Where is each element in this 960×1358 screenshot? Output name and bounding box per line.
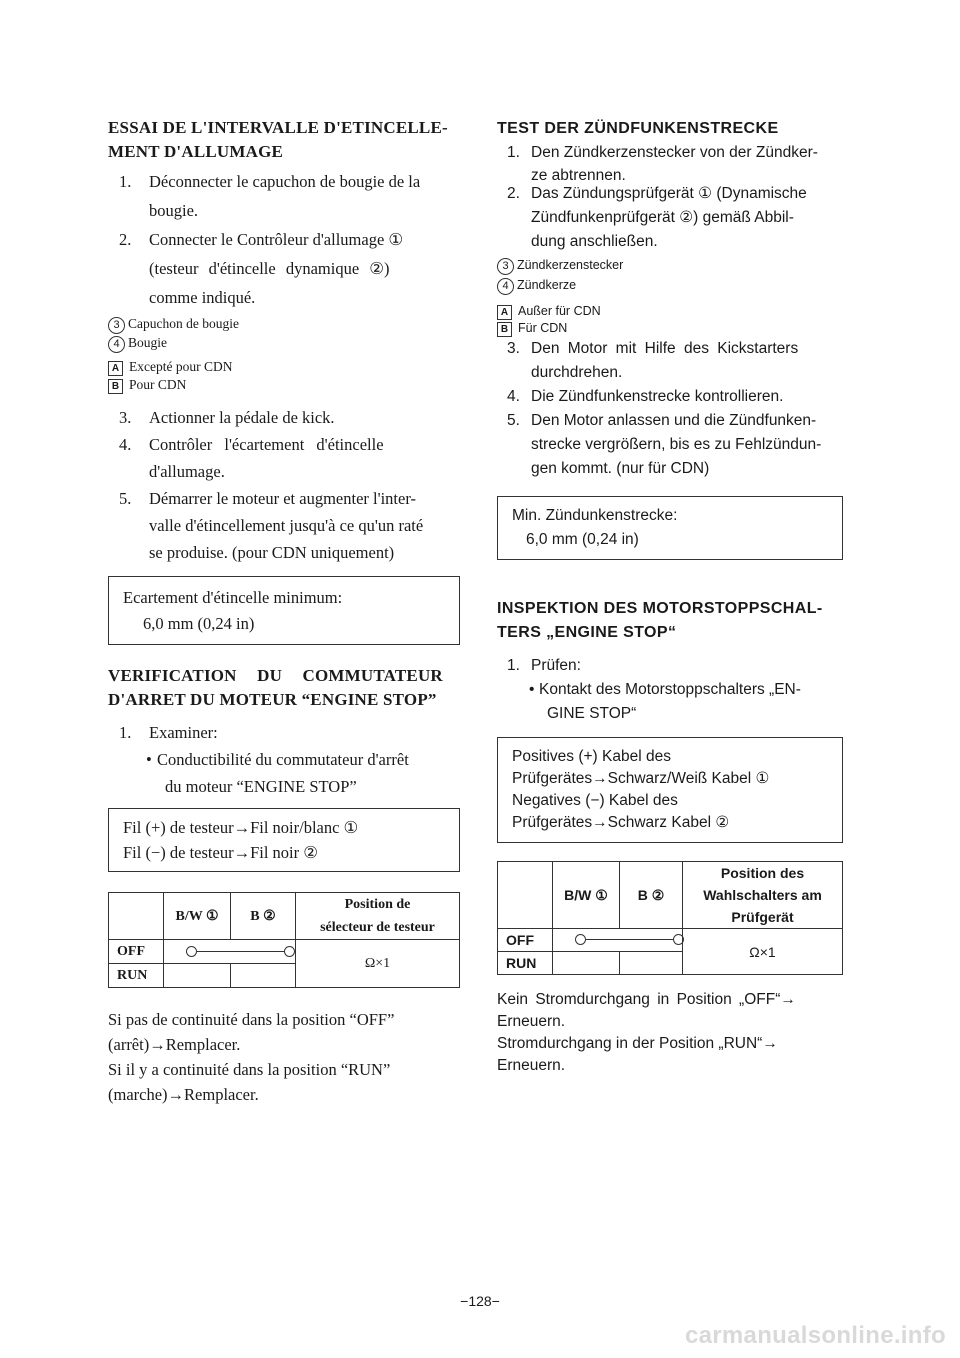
step-number: 2. bbox=[507, 185, 520, 202]
continuity-line bbox=[164, 940, 296, 964]
range-cell: Ω×1 bbox=[296, 940, 460, 988]
step-number: 3. bbox=[119, 408, 132, 427]
legend-item bbox=[497, 303, 843, 320]
wire-text: Fil (+) de testeur→Fil noir/blanc ① bbox=[123, 818, 359, 837]
step-text: Prüfen: bbox=[531, 657, 581, 674]
fr-heading-line-4: D'ARRET DU MOTEUR “ENGINE STOP” bbox=[108, 690, 437, 709]
result-line: Stromdurchgang in der Position „RUN“→ bbox=[497, 1035, 778, 1052]
fr-step bbox=[108, 433, 460, 483]
fr-step bbox=[108, 228, 460, 309]
empty-cell bbox=[553, 952, 620, 975]
de-step bbox=[497, 410, 843, 480]
step-number: 1. bbox=[119, 723, 132, 742]
step-text: d'allumage. bbox=[149, 462, 225, 481]
result-line: Kein Stromdurchgang in Position „OFF“→ bbox=[497, 991, 796, 1008]
label-a-icon: A bbox=[108, 361, 123, 376]
step-text: Den Motor mit Hilfe des Kickstarters bbox=[531, 340, 799, 357]
range-cell: Ω×1 bbox=[683, 929, 843, 975]
wire-text: Fil (−) de testeur→Fil noir ② bbox=[123, 843, 319, 862]
step-number: 3. bbox=[507, 340, 520, 357]
step-text: strecke vergrößern, bis es zu Fehlzündun- bbox=[531, 436, 822, 453]
table-corner bbox=[498, 862, 553, 929]
legend-item bbox=[108, 334, 460, 353]
empty-cell bbox=[164, 964, 231, 988]
step-text: Zündfunkenprüfgerät ②) gemäß Abbil- bbox=[531, 209, 794, 226]
fr-switch-table bbox=[108, 892, 460, 988]
step-text: ze abtrennen. bbox=[531, 167, 626, 184]
result-line: Erneuern. bbox=[497, 1013, 566, 1030]
label-a-icon: A bbox=[497, 305, 512, 320]
de-step bbox=[497, 386, 843, 408]
de-switch-table bbox=[497, 861, 843, 975]
col-header-position bbox=[683, 862, 843, 929]
legend-item bbox=[497, 320, 843, 337]
col-header-bw: B/W ① bbox=[553, 862, 620, 929]
empty-cell bbox=[620, 952, 683, 975]
result-line: Si il y a continuité dans la position “RUN” bbox=[108, 1060, 391, 1079]
step-number: 5. bbox=[507, 412, 520, 429]
fr-step bbox=[108, 406, 460, 429]
legend-text: Zündkerzenstecker bbox=[517, 258, 624, 272]
step-text: gen kommt. (nur für CDN) bbox=[531, 460, 710, 477]
callout-4-icon: 4 bbox=[108, 336, 125, 353]
bullet-icon: • bbox=[529, 681, 535, 698]
step-text: Déconnecter le capuchon de bougie de la bbox=[149, 172, 421, 191]
row-label-run: RUN bbox=[109, 964, 164, 988]
de-spec-box bbox=[497, 496, 843, 560]
step-number: 4. bbox=[507, 388, 520, 405]
step-text: Den Zündkerzenstecker von der Zündker- bbox=[531, 144, 818, 161]
de-steps-1-2 bbox=[497, 142, 843, 253]
de-step bbox=[497, 183, 843, 253]
col-header-line: Prüfgerät bbox=[731, 909, 794, 925]
fr-steps-1-2 bbox=[108, 170, 460, 309]
col-header-b: B ② bbox=[231, 893, 296, 940]
step-text: Examiner: bbox=[149, 723, 218, 742]
de-legend bbox=[497, 257, 843, 337]
spec-label: Ecartement d'étincelle minimum: bbox=[123, 588, 343, 607]
step-number: 1. bbox=[507, 657, 520, 674]
col-header-line: Position de bbox=[344, 897, 411, 912]
de-heading-line-3: INSPEKTION DES MOTORSTOPPSCHAL- bbox=[497, 600, 823, 617]
step-text: se produise. (pour CDN uniquement) bbox=[149, 543, 395, 562]
legend-text: Pour CDN bbox=[129, 377, 187, 392]
result-line: Si pas de continuité dans la position “OFF” bbox=[108, 1010, 395, 1029]
label-b-icon: B bbox=[497, 322, 512, 337]
spec-value: 6,0 mm (0,24 in) bbox=[143, 614, 255, 633]
fr-step bbox=[108, 487, 460, 564]
col-header-bw: B/W ① bbox=[164, 893, 231, 940]
fr-heading-line-3: VERIFICATION DU COMMUTATEUR bbox=[108, 666, 443, 685]
step-number: 1. bbox=[119, 172, 132, 191]
fr-spec-box bbox=[108, 576, 460, 645]
fr-legend bbox=[108, 315, 460, 394]
legend-text: Für CDN bbox=[518, 321, 568, 335]
result-line: (arrêt)→Remplacer. bbox=[108, 1035, 241, 1054]
de-step bbox=[497, 142, 843, 187]
col-header-b: B ② bbox=[620, 862, 683, 929]
step-text: (testeur d'étincelle dynamique ②) bbox=[149, 259, 390, 278]
spec-label: Min. Zündunkenstrecke: bbox=[512, 507, 678, 524]
legend-item bbox=[108, 376, 460, 394]
label-b-icon: B bbox=[108, 379, 123, 394]
result-line: Erneuern. bbox=[497, 1057, 566, 1074]
step-number: 1. bbox=[507, 144, 520, 161]
fr-heading-switch bbox=[108, 664, 460, 712]
step-text: bougie. bbox=[149, 201, 199, 220]
bullet-text: GINE STOP“ bbox=[547, 705, 637, 722]
legend-text: Capuchon de bougie bbox=[128, 316, 239, 331]
legend-text: Excepté pour CDN bbox=[129, 359, 233, 374]
row-label-off: OFF bbox=[109, 940, 164, 964]
bullet-text: Kontakt des Motorstoppschalters „EN- bbox=[539, 681, 801, 698]
step-text: Den Motor anlassen und die Zündfunken- bbox=[531, 412, 817, 429]
legend-text: Zündkerze bbox=[517, 278, 577, 292]
de-step bbox=[497, 338, 843, 384]
step-text: Contrôler l'écartement d'étincelle bbox=[149, 435, 384, 454]
step-text: Actionner la pédale de kick. bbox=[149, 408, 335, 427]
fr-steps-3-5 bbox=[108, 406, 460, 564]
step-text: valle d'étincellement jusqu'à ce qu'un raté bbox=[149, 516, 424, 535]
step-text: comme indiqué. bbox=[149, 288, 256, 307]
step-text: Das Zündungsprüfgerät ① (Dynamische bbox=[531, 185, 807, 202]
col-header-line: Position des bbox=[720, 865, 805, 881]
french-column bbox=[108, 112, 460, 1106]
fr-heading-line-1: ESSAI DE L'INTERVALLE D'ETINCELLE- bbox=[108, 118, 448, 137]
de-steps-3-5 bbox=[497, 338, 843, 480]
step-number: 2. bbox=[119, 230, 132, 249]
step-number: 4. bbox=[119, 435, 132, 454]
german-column bbox=[497, 112, 843, 1077]
wire-text: Negatives (−) Kabel des bbox=[512, 792, 678, 809]
wire-text: Prüfgerätes→Schwarz Kabel ② bbox=[512, 814, 730, 831]
callout-3-icon: 3 bbox=[108, 317, 125, 334]
wire-text: Prüfgerätes→Schwarz/Weiß Kabel ① bbox=[512, 770, 770, 787]
watermark: carmanualsonline.info bbox=[684, 1322, 946, 1349]
de-bullet bbox=[497, 679, 843, 725]
fr-result-text bbox=[108, 1008, 460, 1106]
legend-item bbox=[108, 358, 460, 376]
legend-text: Außer für CDN bbox=[518, 304, 601, 318]
fr-step bbox=[108, 721, 460, 744]
legend-text: Bougie bbox=[128, 335, 167, 350]
de-heading-switch bbox=[497, 597, 843, 645]
de-result-text bbox=[497, 989, 843, 1077]
step-text: Connecter le Contrôleur d'allumage ① bbox=[149, 230, 404, 249]
wire-text: Positives (+) Kabel des bbox=[512, 748, 671, 765]
de-heading-line-1: TEST DER ZÜNDFUNKENSTRECKE bbox=[497, 120, 779, 137]
continuity-line bbox=[553, 929, 683, 952]
bullet-text: Conductibilité du commutateur d'arrêt bbox=[157, 750, 409, 769]
fr-step bbox=[108, 170, 460, 222]
fr-wire-box bbox=[108, 808, 460, 872]
legend-item bbox=[497, 277, 843, 295]
page-number: −128− bbox=[460, 1293, 500, 1309]
legend-item bbox=[108, 315, 460, 334]
empty-cell bbox=[231, 964, 296, 988]
de-heading-spark-test bbox=[497, 117, 843, 141]
spec-value: 6,0 mm (0,24 in) bbox=[526, 531, 639, 548]
de-step bbox=[497, 655, 843, 677]
bullet-icon: • bbox=[146, 750, 152, 769]
de-heading-line-4: TERS „ENGINE STOP“ bbox=[497, 624, 677, 641]
step-text: dung anschließen. bbox=[531, 233, 658, 250]
fr-heading-spark-test bbox=[108, 116, 460, 164]
fr-bullet bbox=[108, 748, 460, 798]
col-header-line: sélecteur de testeur bbox=[320, 920, 435, 935]
bullet-text: du moteur “ENGINE STOP” bbox=[165, 777, 357, 796]
fr-heading-line-2: MENT D'ALLUMAGE bbox=[108, 142, 284, 161]
step-text: Démarrer le moteur et augmenter l'inter- bbox=[149, 489, 416, 508]
col-header-line: Wahlschalters am bbox=[703, 887, 822, 903]
col-header-position bbox=[296, 893, 460, 940]
step-text: Die Zündfunkenstrecke kontrollieren. bbox=[531, 388, 784, 405]
step-text: durchdrehen. bbox=[531, 364, 623, 381]
row-label-run: RUN bbox=[498, 952, 553, 975]
de-wire-box bbox=[497, 737, 843, 843]
table-corner bbox=[109, 893, 164, 940]
row-label-off: OFF bbox=[498, 929, 553, 952]
legend-item bbox=[497, 257, 843, 275]
step-number: 5. bbox=[119, 489, 132, 508]
callout-3-icon: 3 bbox=[497, 258, 514, 275]
result-line: (marche)→Remplacer. bbox=[108, 1085, 259, 1104]
callout-4-icon: 4 bbox=[497, 278, 514, 295]
